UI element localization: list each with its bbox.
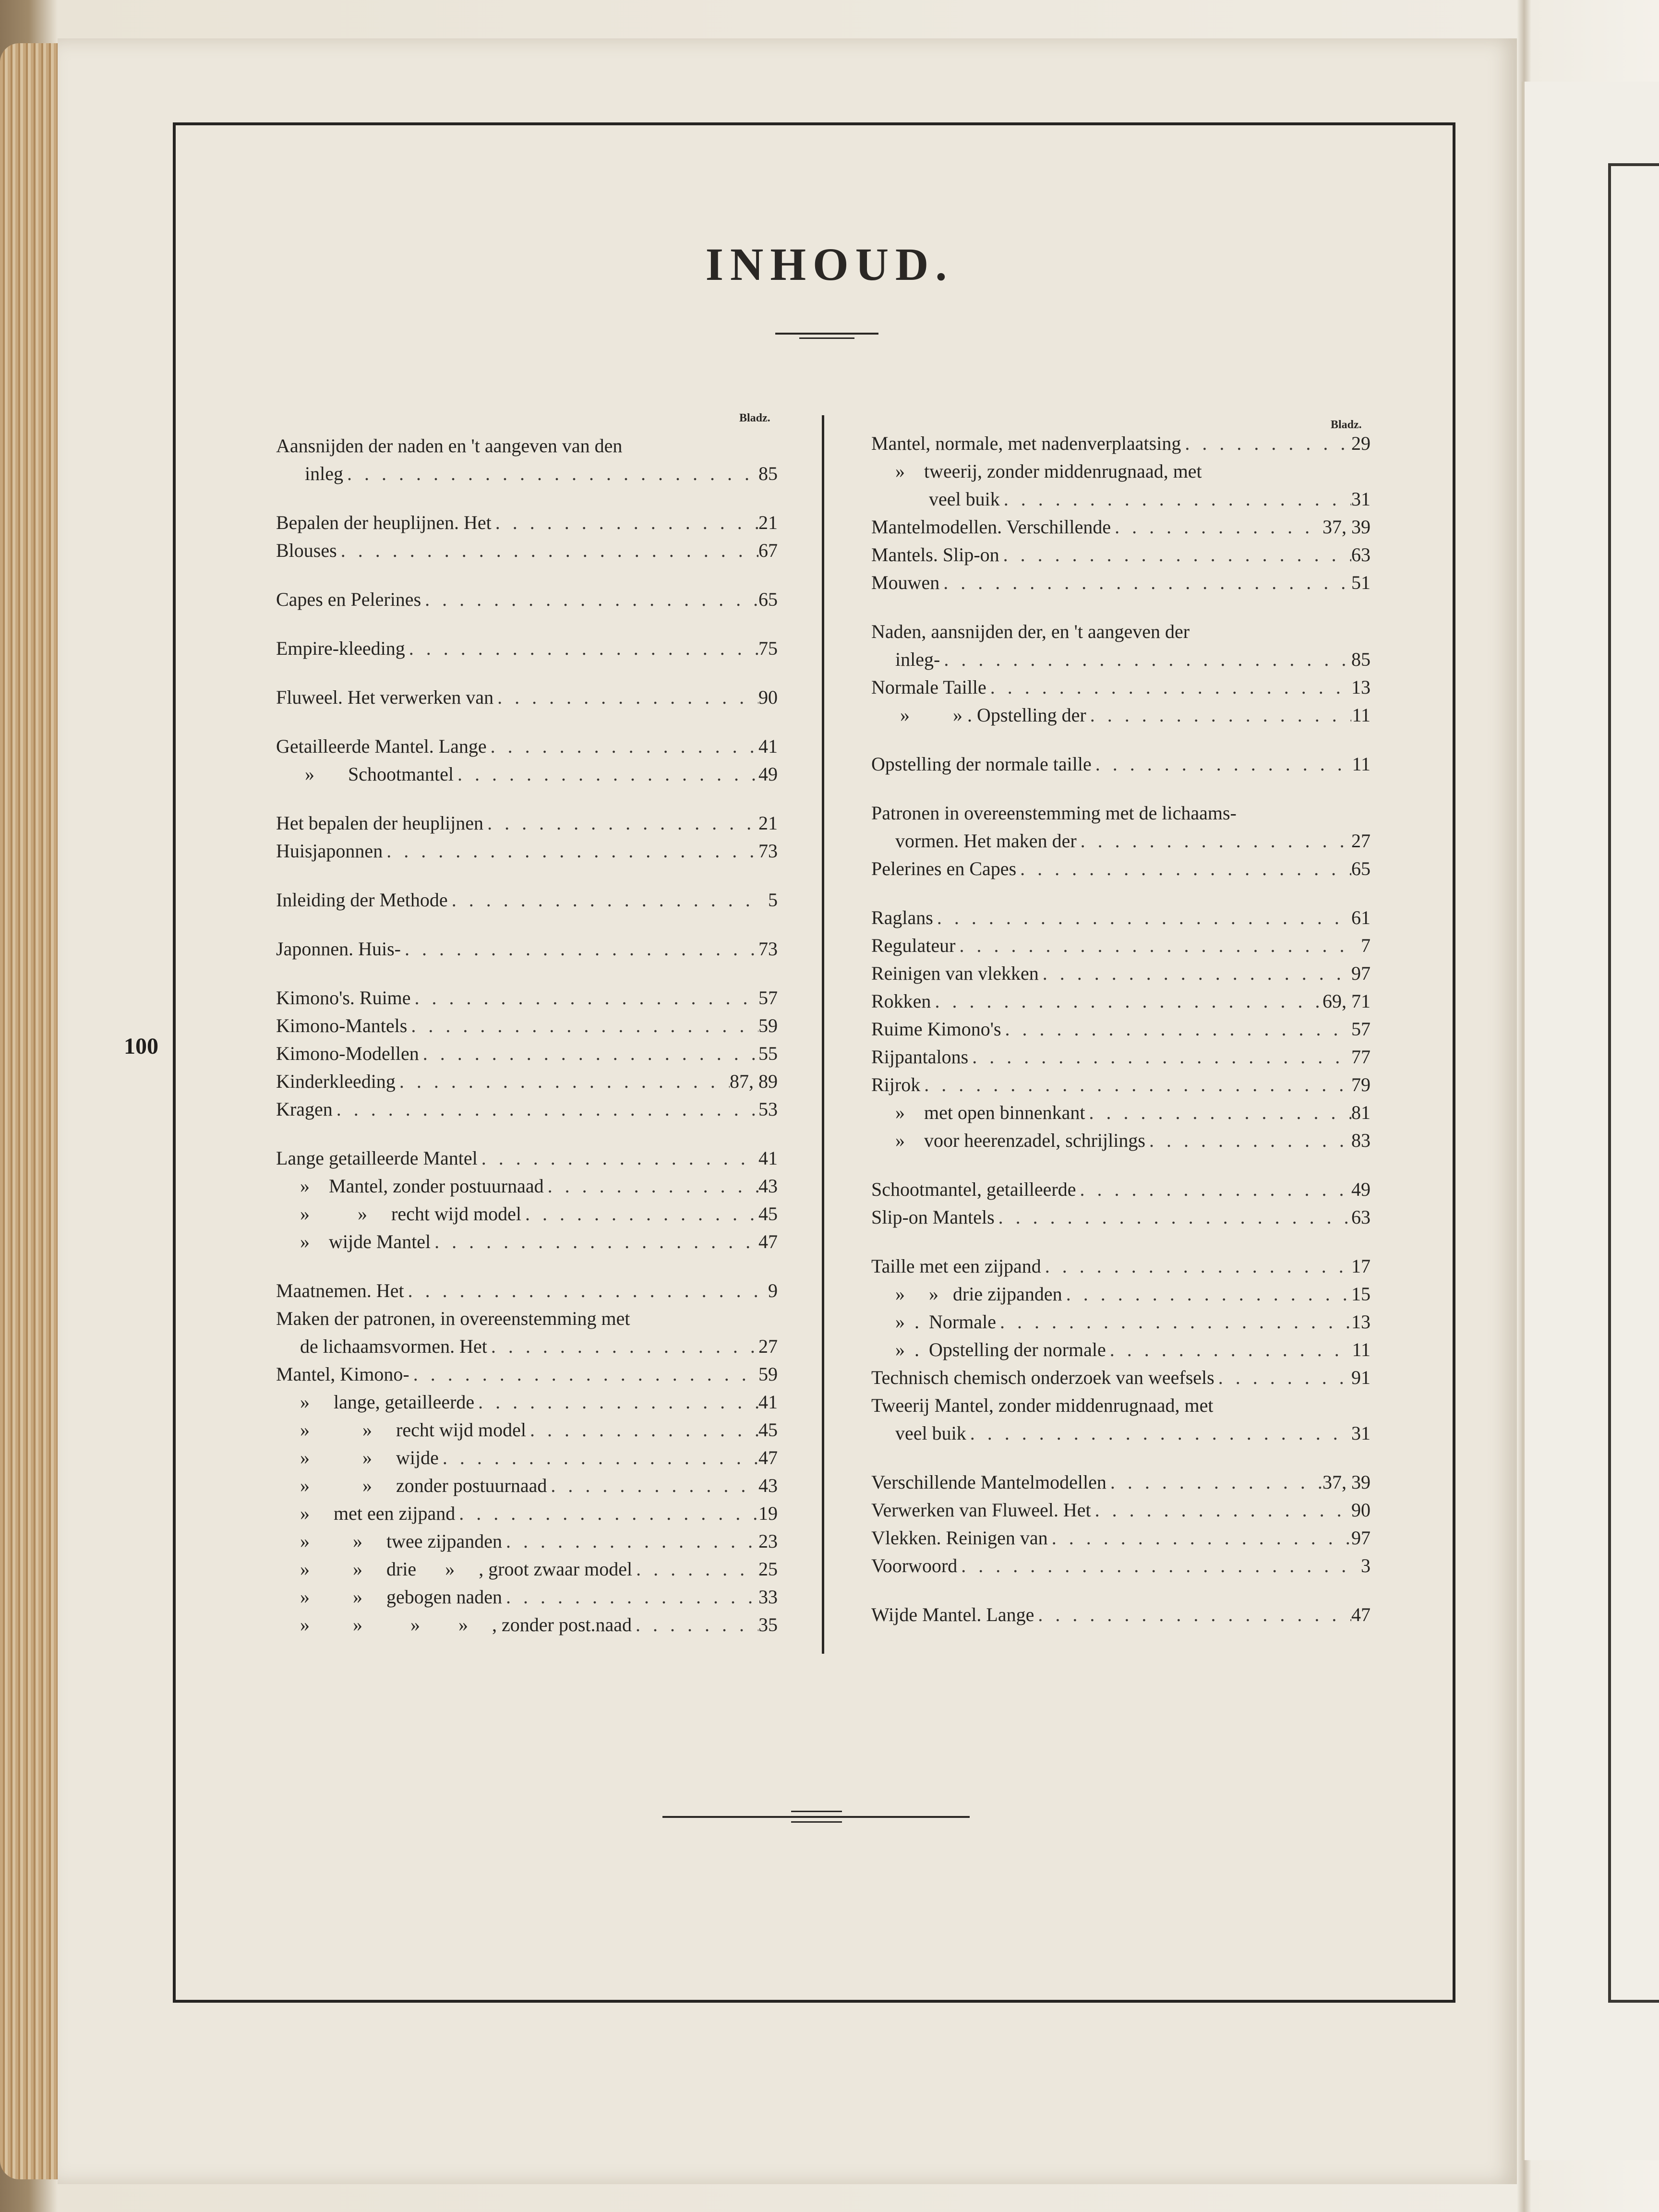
dot-leader: [487, 733, 758, 760]
toc-entry: [276, 935, 778, 963]
toc-entry-title: Mantels. Slip-on: [871, 544, 999, 565]
toc-entry: [276, 1583, 778, 1611]
dot-leader: [419, 1040, 758, 1068]
toc-entry: [871, 673, 1370, 701]
dot-leader: [1091, 1496, 1351, 1524]
toc-entry-page: 45: [758, 1419, 778, 1441]
toc-entry-title: Tweerij Mantel, zonder middenrugnaad, met: [871, 1395, 1214, 1416]
toc-entry-page: 63: [1351, 544, 1370, 565]
dot-leader: [1034, 1601, 1351, 1629]
toc-entry-page: 41: [758, 735, 778, 757]
toc-entry-title: » tweerij, zonder middenrugnaad, met: [871, 460, 1202, 482]
toc-entry: [871, 1252, 1370, 1280]
toc-entry: [276, 509, 778, 537]
toc-entry-page: 47: [758, 1447, 778, 1468]
dot-leader: [986, 673, 1351, 701]
toc-entry-page: 49: [758, 763, 778, 785]
dot-leader: [343, 460, 758, 488]
toc-entry-title: Rokken: [871, 990, 931, 1012]
toc-entry-page: 25: [758, 1558, 778, 1580]
toc-entry-page: 33: [758, 1586, 778, 1608]
toc-entry-title: » » twee zijpanden: [276, 1530, 502, 1552]
dot-leader: [333, 1095, 758, 1123]
toc-entry-title: » wijde Mantel: [276, 1231, 431, 1252]
toc-entry-title: Ruime Kimono's: [871, 1018, 1001, 1040]
toc-entry: [276, 684, 778, 711]
toc-entry-page: 97: [1351, 1527, 1370, 1549]
toc-entry: [871, 1127, 1370, 1154]
toc-entry-page: 73: [758, 840, 778, 862]
dot-leader: [493, 684, 758, 711]
toc-entry-page: 37, 39: [1322, 516, 1370, 538]
toc-entry-page: 9: [768, 1280, 778, 1301]
toc-entry-title: » » zonder postuurnaad: [276, 1475, 547, 1496]
toc-entry-page: 55: [758, 1043, 778, 1064]
dot-leader: [1076, 1176, 1351, 1203]
toc-entry: [276, 1388, 778, 1416]
dot-leader: [502, 1527, 758, 1555]
column-divider: [822, 415, 824, 1654]
toc-entry-title: Bepalen der heuplijnen. Het: [276, 512, 492, 533]
facing-page-frame: [1608, 163, 1659, 2003]
toc-entry-page: 27: [758, 1335, 778, 1357]
toc-entry-page: 69, 71: [1322, 990, 1370, 1012]
dot-leader: [933, 904, 1351, 932]
toc-entry: [871, 1176, 1370, 1203]
toc-entry-page: 19: [758, 1503, 778, 1524]
dot-leader: [492, 509, 758, 537]
bladz-label-left: Bladz.: [739, 412, 770, 424]
toc-entry-title: Mantelmodellen. Verschillende: [871, 516, 1111, 538]
toc-entry-title: Aansnijden der naden en 't aangeven van den: [276, 435, 623, 457]
toc-entry-page: 79: [1351, 1074, 1370, 1095]
toc-entry: [276, 1527, 778, 1555]
toc-entry: [276, 537, 778, 565]
dot-leader: [956, 932, 1352, 960]
dot-leader: [1048, 1524, 1351, 1552]
toc-entry-title: inleg-: [871, 649, 940, 670]
toc-entry-page: 81: [1351, 1102, 1370, 1123]
toc-entry: [276, 1444, 778, 1472]
toc-entry-page: 57: [758, 987, 778, 1009]
dot-leader: [1106, 1468, 1322, 1496]
toc-entry-page: 35: [758, 1614, 778, 1635]
dot-leader: [995, 1203, 1351, 1231]
toc-entry-page: 11: [1352, 1339, 1370, 1360]
dot-leader: [1000, 485, 1351, 513]
toc-entry-page: 75: [758, 637, 778, 659]
toc-entry-title: » » » » , zonder post.naad: [276, 1614, 632, 1635]
toc-entry: [871, 904, 1370, 932]
toc-entry-page: 59: [758, 1363, 778, 1385]
toc-entry-page: 90: [1351, 1499, 1370, 1521]
toc-entry: [871, 485, 1370, 513]
toc-entry: [276, 1200, 778, 1228]
dot-leader: [396, 1068, 730, 1095]
toc-entry-page: 47: [758, 1231, 778, 1252]
toc-entry: [871, 1419, 1370, 1447]
dot-leader: [478, 1144, 758, 1172]
toc-entry: [871, 1071, 1370, 1099]
toc-entry-page: 11: [1352, 704, 1370, 726]
toc-entry: [871, 1552, 1370, 1580]
toc-entry-title: Naden, aansnijden der, en 't aangeven der: [871, 621, 1190, 642]
toc-entry-page: 51: [1351, 572, 1370, 593]
dot-leader: [405, 635, 758, 662]
dot-leader: [1085, 1099, 1351, 1127]
dot-leader: [431, 1228, 758, 1256]
toc-entry: [871, 1099, 1370, 1127]
toc-entry: [276, 1555, 778, 1583]
toc-entry-title: Blouses: [276, 540, 337, 561]
toc-entry: [276, 809, 778, 837]
toc-entry: [871, 987, 1370, 1015]
toc-entry-title: Empire-kleeding: [276, 637, 405, 659]
toc-entry: [276, 760, 778, 788]
toc-entry-page: 97: [1351, 962, 1370, 984]
dot-leader: [421, 586, 758, 613]
toc-entry-title: » » recht wijd model: [276, 1419, 527, 1441]
toc-entry: [871, 1280, 1370, 1308]
toc-entry: [871, 799, 1370, 827]
dot-leader: [404, 1277, 758, 1305]
toc-entry-page: 90: [758, 686, 778, 708]
dot-leader: [547, 1472, 758, 1500]
toc-entry-title: Pelerines en Capes: [871, 858, 1017, 879]
dot-leader: [401, 935, 758, 963]
toc-entry: [276, 1305, 778, 1333]
dot-leader: [1111, 513, 1322, 541]
toc-entry-title: Verwerken van Fluweel. Het: [871, 1499, 1091, 1521]
toc-entry-title: » Schootmantel: [276, 763, 454, 785]
toc-entry-page: 27: [1351, 830, 1370, 852]
toc-entry-title: Kinderkleeding: [276, 1070, 396, 1092]
toc-entry-title: Maatnemen. Het: [276, 1280, 404, 1301]
toc-entry-page: 85: [758, 463, 778, 484]
toc-entry-page: 29: [1351, 433, 1370, 454]
dot-leader: [1062, 1280, 1351, 1308]
toc-entry-page: 77: [1351, 1046, 1370, 1068]
toc-entry-title: inleg: [276, 463, 343, 484]
toc-entry-page: 15: [1351, 1283, 1370, 1305]
dot-leader: [632, 1611, 758, 1639]
toc-entry: [871, 541, 1370, 569]
toc-entry-page: 11: [1352, 753, 1370, 775]
bladz-label-right: Bladz.: [1331, 419, 1362, 431]
toc-entry-title: Inleiding der Methode: [276, 889, 448, 911]
toc-entry: [871, 1468, 1370, 1496]
toc-entry-title: de lichaamsvormen. Het: [276, 1335, 487, 1357]
toc-entry: [871, 960, 1370, 987]
toc-entry-page: 59: [758, 1015, 778, 1036]
toc-entry: [871, 1015, 1370, 1043]
toc-entry-title: Opstelling der normale taille: [871, 753, 1092, 775]
dot-leader: [1106, 1336, 1351, 1364]
toc-entry: [871, 701, 1370, 729]
toc-entry-page: 45: [758, 1203, 778, 1225]
toc-entry-title: » . Normale: [871, 1311, 996, 1333]
toc-entry: [276, 733, 778, 760]
toc-entry-title: Vlekken. Reinigen van: [871, 1527, 1048, 1549]
page-title: INHOUD.: [705, 239, 954, 290]
dot-leader: [455, 1500, 758, 1527]
toc-entry-page: 17: [1351, 1255, 1370, 1277]
title-rule: [775, 333, 878, 335]
toc-entry-title: Technisch chemisch onderzoek van weefsels: [871, 1367, 1214, 1388]
dot-leader: [1181, 430, 1351, 457]
dot-leader: [996, 1308, 1351, 1336]
toc-entry-page: 31: [1351, 488, 1370, 510]
toc-entry-title: » » wijde: [276, 1447, 439, 1468]
dot-leader: [1041, 1252, 1351, 1280]
toc-entry-page: 37, 39: [1322, 1471, 1370, 1493]
toc-entry: [276, 837, 778, 865]
toc-entry: [871, 827, 1370, 855]
toc-entry-title: Fluweel. Het verwerken van: [276, 686, 494, 708]
dot-leader: [966, 1419, 1351, 1447]
toc-entry-page: 53: [758, 1098, 778, 1120]
toc-entry: [276, 984, 778, 1012]
toc-entry-title: » » gebogen naden: [276, 1586, 503, 1608]
toc-entry: [871, 855, 1370, 883]
toc-entry: [276, 1500, 778, 1527]
toc-entry: [276, 1277, 778, 1305]
toc-entry: [871, 646, 1370, 673]
toc-entry-title: Capes en Pelerines: [276, 589, 421, 610]
dot-leader: [1086, 701, 1351, 729]
toc-entry-title: Raglans: [871, 907, 933, 928]
toc-entry-title: Schootmantel, getailleerde: [871, 1178, 1076, 1200]
toc-entry-page: 57: [1351, 1018, 1370, 1040]
title-rule-short: [799, 337, 854, 339]
toc-entry-title: Japonnen. Huis-: [276, 938, 401, 960]
toc-entry: [276, 1040, 778, 1068]
toc-entry-page: 73: [758, 938, 778, 960]
toc-entry-title: Verschillende Mantelmodellen: [871, 1471, 1106, 1493]
toc-entry-page: 65: [1351, 858, 1370, 879]
toc-entry-page: 13: [1351, 676, 1370, 698]
toc-entry-title: » » recht wijd model: [276, 1203, 522, 1225]
toc-entry-page: 47: [1351, 1604, 1370, 1625]
toc-entry-title: Kimono's. Ruime: [276, 987, 411, 1009]
dot-leader: [411, 984, 758, 1012]
toc-entry: [276, 1228, 778, 1256]
toc-entry-title: Patronen in overeenstemming met de lichaams-: [871, 802, 1237, 824]
toc-entry: [871, 1496, 1370, 1524]
toc-entry-title: vormen. Het maken der: [871, 830, 1077, 852]
dot-leader: [502, 1583, 758, 1611]
dot-leader: [1145, 1127, 1351, 1154]
toc-entry: [276, 886, 778, 914]
toc-entry: [871, 1203, 1370, 1231]
toc-entry: [276, 432, 778, 460]
dot-leader: [1077, 827, 1351, 855]
dot-leader: [632, 1555, 758, 1583]
toc-entry-title: veel buik: [871, 1422, 966, 1444]
toc-entry-title: » voor heerenzadel, schrijlings: [871, 1130, 1145, 1151]
toc-entry-title: Mantel, Kimono-: [276, 1363, 409, 1385]
dot-leader: [999, 541, 1351, 569]
dot-leader: [939, 569, 1351, 597]
toc-entry: [276, 586, 778, 613]
dot-leader: [1039, 960, 1351, 987]
toc-entry-page: 43: [758, 1175, 778, 1197]
toc-entry: [871, 1043, 1370, 1071]
toc-entry: [276, 1172, 778, 1200]
dot-leader: [1214, 1364, 1351, 1392]
toc-entry-title: Taille met een zijpand: [871, 1255, 1041, 1277]
toc-entry-title: » Mantel, zonder postuurnaad: [276, 1175, 544, 1197]
toc-entry: [276, 1611, 778, 1639]
toc-entry-title: » » . Opstelling der: [871, 704, 1086, 726]
toc-entry-title: Mantel, normale, met nadenverplaatsing: [871, 433, 1181, 454]
toc-entry-title: » met open binnenkant: [871, 1102, 1085, 1123]
toc-entry-title: Regulateur: [871, 935, 956, 956]
toc-entry-page: 85: [1351, 649, 1370, 670]
toc-entry-title: Voorwoord: [871, 1555, 958, 1576]
dot-leader: [448, 886, 758, 914]
toc-entry-page: 65: [758, 589, 778, 610]
toc-entry: [276, 1360, 778, 1388]
toc-entry-title: Mouwen: [871, 572, 940, 593]
dot-leader: [474, 1388, 758, 1416]
dot-leader: [940, 646, 1351, 673]
toc-entry-title: Kimono-Modellen: [276, 1043, 419, 1064]
toc-entry-page: 7: [1361, 935, 1370, 956]
bottom-rule: [662, 1816, 970, 1818]
toc-entry-title: veel buik: [871, 488, 1000, 510]
toc-entry-page: 87, 89: [730, 1070, 778, 1092]
toc-entry-title: Wijde Mantel. Lange: [871, 1604, 1034, 1625]
bottom-rule-short-top: [791, 1811, 842, 1812]
toc-entry-title: » » drie » , groot zwaar model: [276, 1558, 633, 1580]
toc-entry-page: 41: [758, 1147, 778, 1169]
toc-entry-title: Het bepalen der heuplijnen: [276, 812, 484, 834]
toc-entry: [276, 1068, 778, 1095]
toc-entry: [276, 1144, 778, 1172]
dot-leader: [1016, 855, 1351, 883]
toc-entry: [871, 1524, 1370, 1552]
dot-leader: [521, 1200, 758, 1228]
dot-leader: [1092, 750, 1351, 778]
toc-entry-title: » » drie zijpanden: [871, 1283, 1062, 1305]
toc-entry-title: Reinigen van vlekken: [871, 962, 1039, 984]
toc-entry-page: 91: [1351, 1367, 1370, 1388]
toc-entry-page: 49: [1351, 1178, 1370, 1200]
toc-entry-title: Normale Taille: [871, 676, 986, 698]
dot-leader: [409, 1360, 758, 1388]
dot-leader: [526, 1416, 758, 1444]
toc-entry: [871, 750, 1370, 778]
toc-entry: [276, 1333, 778, 1360]
toc-entry: [871, 1601, 1370, 1629]
bottom-rule-short-bottom: [791, 1821, 842, 1823]
toc-entry-page: 41: [758, 1391, 778, 1413]
toc-entry: [871, 1364, 1370, 1392]
toc-entry-page: 63: [1351, 1206, 1370, 1228]
toc-entry-title: Getailleerde Mantel. Lange: [276, 735, 487, 757]
toc-entry: [276, 1416, 778, 1444]
dot-leader: [337, 537, 758, 565]
dot-leader: [454, 760, 758, 788]
toc-entry-title: » lange, getailleerde: [276, 1391, 475, 1413]
toc-entry-title: Huisjaponnen: [276, 840, 383, 862]
toc-entry: [871, 932, 1370, 960]
toc-entry: [871, 457, 1370, 485]
toc-entry-page: 13: [1351, 1311, 1370, 1333]
toc-entry: [276, 460, 778, 488]
toc-entry-page: 61: [1351, 907, 1370, 928]
dot-leader: [383, 837, 758, 865]
toc-entry: [871, 569, 1370, 597]
dot-leader: [483, 809, 758, 837]
dot-leader: [487, 1333, 758, 1360]
dot-leader: [544, 1172, 758, 1200]
toc-entry-page: 31: [1351, 1422, 1370, 1444]
toc-entry-page: 83: [1351, 1130, 1370, 1151]
dot-leader: [931, 987, 1322, 1015]
toc-entry-page: 43: [758, 1475, 778, 1496]
toc-entry-page: 67: [758, 540, 778, 561]
toc-entry: [276, 635, 778, 662]
toc-entry-page: 21: [758, 812, 778, 834]
toc-entry-title: Slip-on Mantels: [871, 1206, 995, 1228]
page-number: 100: [124, 1034, 158, 1059]
dot-leader: [439, 1444, 758, 1472]
toc-entry-page: 5: [768, 889, 778, 911]
toc-entry-page: 21: [758, 512, 778, 533]
dot-leader: [920, 1071, 1351, 1099]
toc-entry: [871, 618, 1370, 646]
toc-entry-title: Maken der patronen, in overeenstemming met: [276, 1308, 630, 1329]
toc-entry: [871, 1336, 1370, 1364]
toc-entry: [871, 513, 1370, 541]
toc-entry-page: 23: [758, 1530, 778, 1552]
toc-entry-page: 3: [1361, 1555, 1370, 1576]
toc-entry: [871, 430, 1370, 457]
toc-entry-title: » met een zijpand: [276, 1503, 456, 1524]
toc-entry: [276, 1095, 778, 1123]
toc-entry: [871, 1392, 1370, 1419]
toc-entry-title: » . Opstelling der normale: [871, 1339, 1106, 1360]
toc-entry-title: Kragen: [276, 1098, 333, 1120]
toc-entry-title: Kimono-Mantels: [276, 1015, 408, 1036]
dot-leader: [407, 1012, 758, 1040]
dot-leader: [957, 1552, 1351, 1580]
toc-entry-title: Rijrok: [871, 1074, 921, 1095]
toc-entry: [871, 1308, 1370, 1336]
toc-entry: [276, 1472, 778, 1500]
toc-entry-title: Rijpantalons: [871, 1046, 969, 1068]
toc-entry-title: Lange getailleerde Mantel: [276, 1147, 478, 1169]
toc-entry: [276, 1012, 778, 1040]
dot-leader: [1001, 1015, 1351, 1043]
dot-leader: [968, 1043, 1351, 1071]
